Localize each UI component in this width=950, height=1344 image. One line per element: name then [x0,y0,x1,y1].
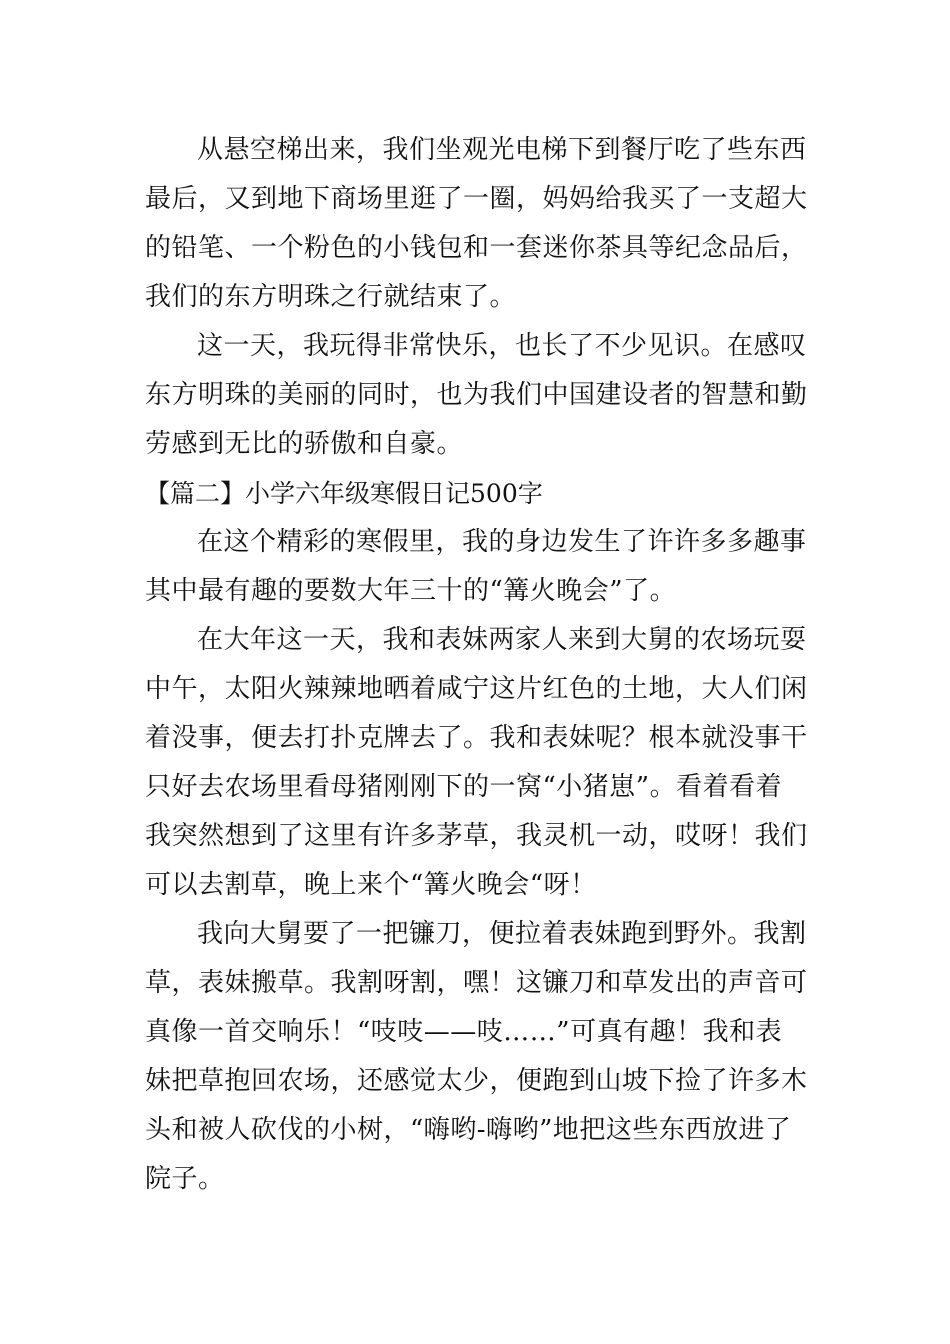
text-line: 中午，太阳火辣辣地晒着咸宁这片红色的土地，大人们闲 [145,674,808,704]
paragraph-2 [145,322,811,469]
text-line: 我向大舅要了一把镰刀，便拉着表妹跑到野外。我割 [197,919,807,949]
text-line: 院子。 [145,1164,225,1194]
text-line: 在这个精彩的寒假里，我的身边发生了许许多多趣事 [197,527,807,557]
text-line: 可以去割草，晚上来个“篝火晚会“呀！ [145,870,597,900]
text-line: 只好去农场里看母猪刚刚下的一窝“小猪崽”。看着看着 [145,772,783,802]
paragraph-4 [145,616,811,910]
text-line: 我突然想到了这里有许多茅草，我灵机一动，哎呀！我们 [145,821,808,851]
text-line: 真像一首交响乐！“吱吱——吱……”可真有趣！我和表 [145,1017,783,1047]
section-heading: 【篇二】小学六年级寒假日记500字 [145,479,543,508]
text-line: 其中最有趣的要数大年三十的“篝火晚会”了。 [145,576,677,606]
text-line: 草，表妹搬草。我割呀割，嘿！这镰刀和草发出的声音可 [145,968,808,998]
paragraph-5 [145,910,811,1204]
text-line: 我们的东方明珠之行就结束了。 [145,282,517,312]
text-line: 妹把草抱回农场，还感觉太少，便跑到山坡下捡了许多木 [145,1066,808,1096]
text-line: 的铅笔、一个粉色的小钱包和一套迷你茶具等纪念品后， [145,233,808,263]
document-page [145,126,811,1204]
text-line: 头和被人砍伐的小树，“嗨哟-嗨哟”地把这些东西放进了 [145,1115,792,1145]
text-line: 劳感到无比的骄傲和自豪。 [145,429,464,459]
text-line: 从悬空梯出来，我们坐观光电梯下到餐厅吃了些东西 [197,135,807,165]
text-line: 这一天，我玩得非常快乐，也长了不少见识。在感叹 [197,331,807,361]
text-line: 东方明珠的美丽的同时，也为我们中国建设者的智慧和勤 [145,380,808,410]
paragraph-3 [145,518,811,616]
paragraph-1 [145,126,811,322]
text-line: 着没事，便去打扑克牌去了。我和表妹呢？根本就没事干 [145,723,808,753]
text-line: 在大年这一天，我和表妹两家人来到大舅的农场玩耍 [197,625,807,655]
text-line: 最后，又到地下商场里逛了一圈，妈妈给我买了一支超大 [145,184,808,214]
